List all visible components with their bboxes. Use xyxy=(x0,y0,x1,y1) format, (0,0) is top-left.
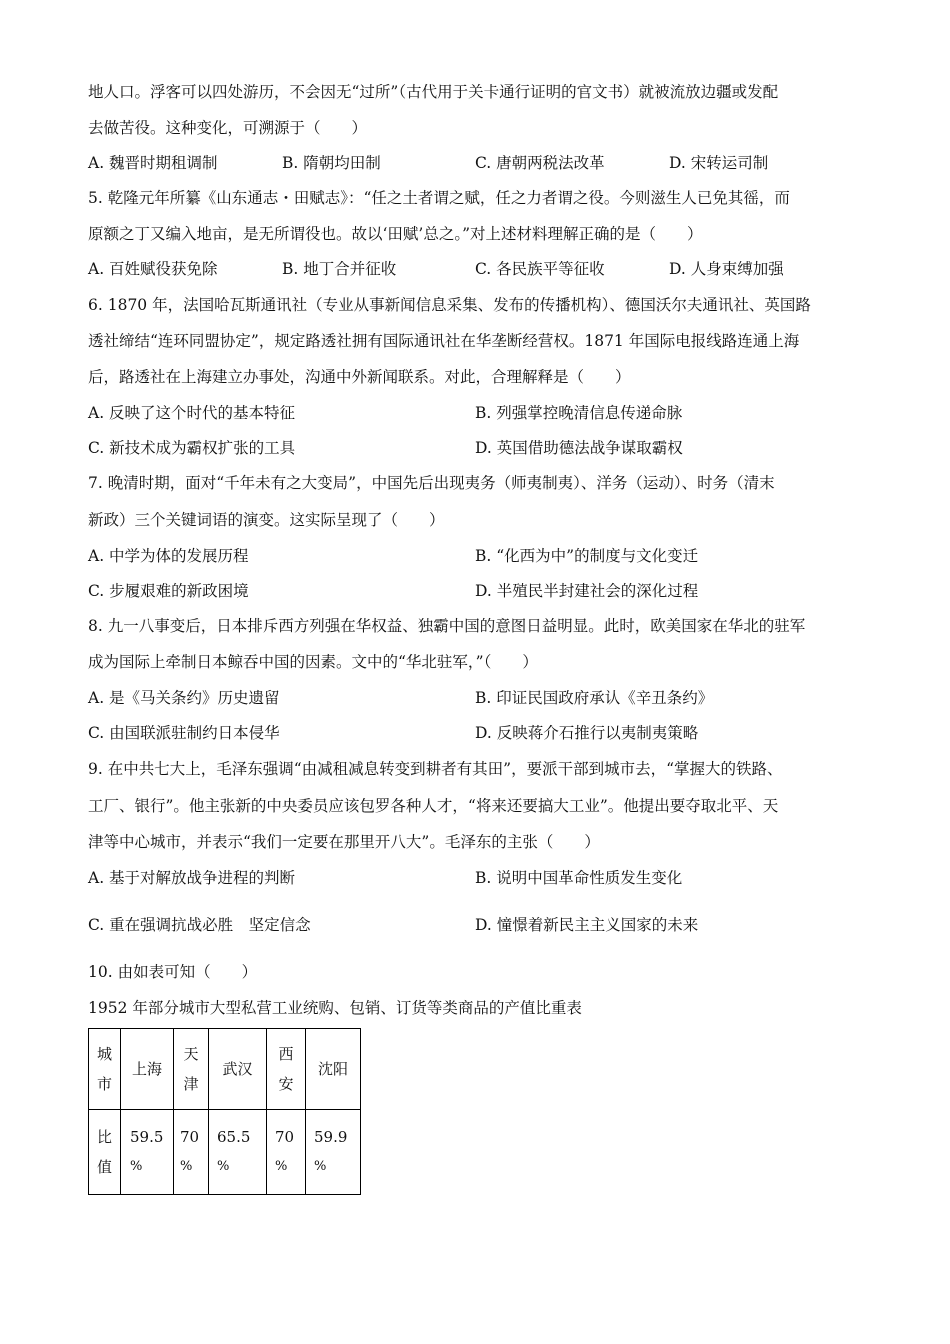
q7-text-line1: 7. 晚清时期，面对“千年未有之大变局”，中国先后出现夷务（师夷制夷）、洋务（运动）、时务（清末 xyxy=(88,474,775,492)
q8-text-line2: 成为国际上牵制日本鲸吞中国的因素。文中的“华北驻军，”（ ） xyxy=(88,653,538,671)
value-cell-xian xyxy=(267,1110,306,1195)
city-ratio-table xyxy=(88,1028,361,1195)
value-number: 70 xyxy=(180,1128,200,1146)
city-name: 沈阳 xyxy=(317,1060,348,1078)
q10-table-caption: 1952 年部分城市大型私营工业统购、包销、订货等类商品的产值比重表 xyxy=(88,999,582,1017)
q8-option-a[interactable]: A. 是《马关条约》历史遗留 xyxy=(88,689,280,707)
q4-option-d[interactable]: D. 宋转运司制 xyxy=(669,154,769,172)
q5-option-b[interactable]: B. 地丁合并征收 xyxy=(282,260,397,278)
value-percent: % xyxy=(314,1159,327,1174)
q6-option-b[interactable]: B. 列强掌控晚清信息传递命脉 xyxy=(475,404,683,422)
q4-text-line1: 地人口。浮客可以四处游历，不会因无“过所”（古代用于关卡通行证明的官文书）就被流放边疆或发配 xyxy=(88,83,779,101)
q6-option-d[interactable]: D. 英国借助德法战争谋取霸权 xyxy=(475,439,683,457)
value-number: 70 xyxy=(275,1128,295,1146)
q7-option-c[interactable]: C. 步履艰难的新政困境 xyxy=(88,582,249,600)
value-cell-tianjin xyxy=(174,1110,209,1195)
q4-option-a[interactable]: A. 魏晋时期租调制 xyxy=(88,154,218,172)
city-name: 上海 xyxy=(131,1060,162,1078)
q6-text-line2: 透社缔结“连环同盟协定”，规定路透社拥有国际通讯社在华垄断经营权。1871 年国际电报线路连通上海 xyxy=(88,332,800,350)
q9-text-line2: 工厂、银行”。他主张新的中央委员应该包罗各种人才，“将来还要搞大工业”。他提出要夺取北平、天 xyxy=(88,797,779,815)
q9-text-line1: 9. 在中共七大上，毛泽东强调“由减租减息转变到耕者有其田”，要派干部到城市去，“掌握大的铁路、 xyxy=(88,760,783,778)
q7-option-d[interactable]: D. 半殖民半封建社会的深化过程 xyxy=(475,582,699,600)
q9-option-d[interactable]: D. 憧憬着新民主主义国家的未来 xyxy=(475,916,699,934)
q5-option-c[interactable]: C. 各民族平等征收 xyxy=(475,260,605,278)
city-cell-tianjin xyxy=(174,1029,209,1110)
city-cell-wuhan xyxy=(209,1029,267,1110)
value-number: 65.5 xyxy=(217,1128,251,1146)
q7-text-line2: 新政）三个关键词语的演变。这实际呈现了（ ） xyxy=(88,511,445,529)
q8-option-b[interactable]: B. 印证民国政府承认《辛丑条约》 xyxy=(475,689,714,707)
q6-text-line3: 后，路透社在上海建立办事处，沟通中外新闻联系。对此，合理解释是（ ） xyxy=(88,368,631,386)
q5-text-line2: 原额之丁又编入地亩，是无所谓役也。故以‘田赋’总之。”对上述材料理解正确的是（ ） xyxy=(88,225,703,243)
city-cell-shanghai xyxy=(121,1029,174,1110)
city-name: 天 xyxy=(183,1045,199,1063)
header-char: 市 xyxy=(96,1075,112,1093)
q8-option-c[interactable]: C. 由国联派驻制约日本侵华 xyxy=(88,724,280,742)
value-percent: % xyxy=(180,1159,193,1174)
value-cell-wuhan xyxy=(209,1110,267,1195)
value-number: 59.9 xyxy=(314,1128,348,1146)
q9-option-a[interactable]: A. 基于对解放战争进程的判断 xyxy=(88,869,296,887)
q8-text-line1: 8. 九一八事变后，日本排斥西方列强在华权益、独霸中国的意图日益明显。此时，欧美国家在华北的驻军 xyxy=(88,617,806,635)
header-cell-ratio xyxy=(89,1110,121,1195)
value-cell-shenyang xyxy=(306,1110,361,1195)
table-row-city xyxy=(89,1029,361,1110)
q9-option-c[interactable]: C. 重在强调抗战必胜 坚定信念 xyxy=(88,916,311,934)
header-char: 值 xyxy=(96,1158,112,1176)
q8-option-d[interactable]: D. 反映蒋介石推行以夷制夷策略 xyxy=(475,724,699,742)
value-cell-shanghai xyxy=(121,1110,174,1195)
q9-text-line3: 津等中心城市，并表示“我们一定要在那里开八大”。毛泽东的主张（ ） xyxy=(88,833,600,851)
q7-option-b[interactable]: B. “化西为中”的制度与文化变迁 xyxy=(475,547,699,565)
q7-option-a[interactable]: A. 中学为体的发展历程 xyxy=(88,547,249,565)
q10-stem: 10. 由如表可知（ ） xyxy=(88,963,258,981)
q4-option-c[interactable]: C. 唐朝两税法改革 xyxy=(475,154,605,172)
city-name: 安 xyxy=(278,1075,294,1093)
q5-text-line1: 5. 乾隆元年所纂《山东通志・田赋志》：“任之土者谓之赋，任之力者谓之役。今则滋生人已免其徭，而 xyxy=(88,189,790,207)
header-cell-city xyxy=(89,1029,121,1110)
value-number: 59.5 xyxy=(130,1128,164,1146)
q5-option-d[interactable]: D. 人身束缚加强 xyxy=(669,260,784,278)
city-cell-shenyang xyxy=(306,1029,361,1110)
city-name: 武汉 xyxy=(222,1060,253,1078)
q5-option-a[interactable]: A. 百姓赋役获免除 xyxy=(88,260,218,278)
value-percent: % xyxy=(217,1159,230,1174)
header-char: 城 xyxy=(96,1045,112,1063)
table-row-ratio xyxy=(89,1110,361,1195)
q6-text-line1: 6. 1870 年，法国哈瓦斯通讯社（专业从事新闻信息采集、发布的传播机构）、德国沃尔夫通讯社、英国路 xyxy=(88,296,811,314)
q6-option-c[interactable]: C. 新技术成为霸权扩张的工具 xyxy=(88,439,296,457)
value-percent: % xyxy=(130,1159,143,1174)
q4-option-b[interactable]: B. 隋朝均田制 xyxy=(282,154,381,172)
header-char: 比 xyxy=(96,1128,112,1146)
q4-text-line2: 去做苦役。这种变化，可溯源于（ ） xyxy=(88,119,368,137)
city-name: 西 xyxy=(278,1045,294,1063)
city-name: 津 xyxy=(183,1075,199,1093)
value-percent: % xyxy=(275,1159,288,1174)
q6-option-a[interactable]: A. 反映了这个时代的基本特征 xyxy=(88,404,296,422)
city-cell-xian xyxy=(267,1029,306,1110)
q9-option-b[interactable]: B. 说明中国革命性质发生变化 xyxy=(475,869,683,887)
